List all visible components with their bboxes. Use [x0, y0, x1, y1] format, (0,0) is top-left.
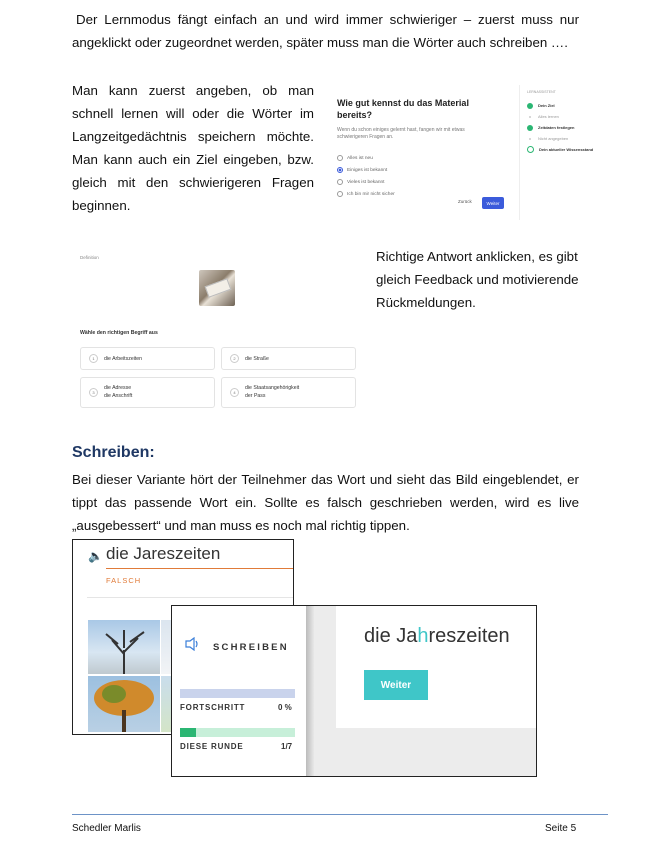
assistant-description: Wenn du schon einiges gelernt hast, fangen wir mit etwas schwierigeren Fragen an.: [337, 127, 465, 140]
wrong-label: FALSCH: [106, 576, 142, 585]
section1-line: Man kann auch ein Ziel eingeben, bzw.: [72, 152, 314, 167]
next-button[interactable]: Weiter: [364, 670, 428, 700]
step-item: Alles lernen: [527, 111, 593, 122]
section2-line: Rückmeldungen.: [376, 295, 476, 310]
option-number: 4: [230, 388, 239, 397]
option-radio[interactable]: Vieles ist bekannt: [337, 176, 395, 188]
section-heading-schreiben: Schreiben:: [72, 444, 155, 461]
answer-option[interactable]: 3 die Adresse die Anschrift: [80, 377, 215, 408]
step-item: Nicht angegeben: [527, 133, 593, 144]
back-button[interactable]: Zurück: [458, 199, 472, 204]
screenshot-writing-mode: [171, 605, 537, 777]
answer-card: [336, 606, 536, 728]
round-label: DIESE RUNDE: [180, 742, 244, 751]
bullet-icon: [529, 116, 531, 118]
progress-label: FORTSCHRITT: [180, 703, 246, 712]
next-button[interactable]: Weiter: [482, 197, 504, 209]
definition-label: Definition: [80, 255, 99, 260]
content-area: [314, 606, 536, 776]
round-bar-fill: [180, 728, 196, 737]
intro-paragraph: [72, 8, 579, 54]
section1-line: Man kann zuerst angeben, ob man: [72, 83, 314, 98]
section2-line: Richtige Antwort anklicken, es gibt: [376, 249, 578, 264]
progress-value: 0 %: [278, 703, 292, 712]
radio-icon: [337, 155, 343, 161]
section1-line: gleich mit den schwierigeren Fragen: [72, 175, 314, 190]
assistant-sidebar: [527, 90, 593, 155]
schreiben-line: „ausgebessert“ und man muss es noch mal richtig tippen.: [72, 518, 410, 533]
panel-shadow: [306, 606, 314, 776]
answer-option[interactable]: 1 die Arbeitszeiten: [80, 347, 215, 370]
assistant-options: [337, 152, 395, 200]
footer-rule: [72, 814, 608, 815]
corrected-letter: h: [417, 625, 429, 647]
round-value: 1/7: [281, 742, 293, 751]
section1-line: beginnen.: [72, 198, 131, 213]
intro-line-1: Der Lernmodus fängt einfach an und wird immer schwieriger – zuerst muss nur: [76, 12, 579, 27]
step-item: Dein Ziel: [527, 100, 593, 111]
step-item: Zeitdaten festlegen: [527, 122, 593, 133]
footer-page: Seite 5: [545, 823, 577, 834]
radio-icon: [337, 191, 343, 197]
wrong-word: die Jareszeiten: [106, 544, 221, 563]
radio-selected-icon: [337, 167, 343, 173]
mode-label: SCHREIBEN: [213, 642, 289, 653]
question-label: Wähle den richtigen Begriff aus: [80, 330, 158, 336]
writing-mode-icon: [184, 637, 198, 650]
writing-sidebar: [172, 606, 306, 776]
word-underline: [106, 568, 293, 569]
option-radio[interactable]: Alles ist neu: [337, 152, 395, 164]
sidebar-header: LERNASSISTENT: [527, 90, 556, 94]
option-number: 1: [89, 354, 98, 363]
section1-line: Langzeitgedächtnis speichern möchte.: [72, 129, 314, 144]
check-icon: [527, 103, 533, 109]
schreiben-line: tippt das passende Wort ein. Sollte es falsch geschrieben werden, wird es live: [72, 495, 579, 510]
answer-option[interactable]: 4 die Staatsangehörigkeit der Pass: [221, 377, 356, 408]
sidebar-divider: [519, 85, 520, 220]
speaker-icon[interactable]: 🔈: [88, 549, 103, 563]
round-bar-track: [180, 728, 295, 737]
option-number: 2: [230, 354, 239, 363]
schreiben-paragraph: [72, 468, 579, 537]
option-number: 3: [89, 388, 98, 397]
option-radio[interactable]: Einiges ist bekannt: [337, 164, 395, 176]
tree-image-autumn: [88, 676, 160, 732]
schreiben-line: Bei dieser Variante hört der Teilnehmer das Wort und sieht das Bild eingeblendet, er: [72, 472, 579, 487]
correct-word: die Jahreszeiten: [364, 625, 510, 647]
bullet-icon: [529, 138, 531, 140]
intro-line-2: angeklickt oder zugeordnet werden, später muss man die Wörter auch schreiben ….: [72, 35, 568, 50]
section2-paragraph: [376, 245, 586, 314]
section1-line: schnell lernen will oder die Wörter im: [72, 106, 314, 121]
screenshot-multiple-choice: [72, 250, 362, 410]
section1-paragraph: [72, 79, 314, 217]
tree-image-winter: [88, 620, 160, 674]
footer-author: Schedler Marlis: [72, 823, 141, 834]
screenshot-learning-assistant: [330, 85, 610, 220]
option-radio[interactable]: Ich bin mir nicht sicher: [337, 188, 395, 200]
answer-option[interactable]: 2 die Straße: [221, 347, 356, 370]
section2-line: gleich Feedback und motivierende: [376, 272, 579, 287]
radio-icon: [337, 179, 343, 185]
current-step-icon: [527, 146, 534, 153]
progress-bar-track: [180, 689, 295, 698]
step-item: Dein aktueller Wissensstand: [527, 144, 593, 155]
definition-image: [199, 270, 235, 306]
divider: [87, 597, 293, 598]
assistant-question: Wie gut kennst du das Material bereits?: [337, 98, 469, 120]
check-icon: [527, 125, 533, 131]
